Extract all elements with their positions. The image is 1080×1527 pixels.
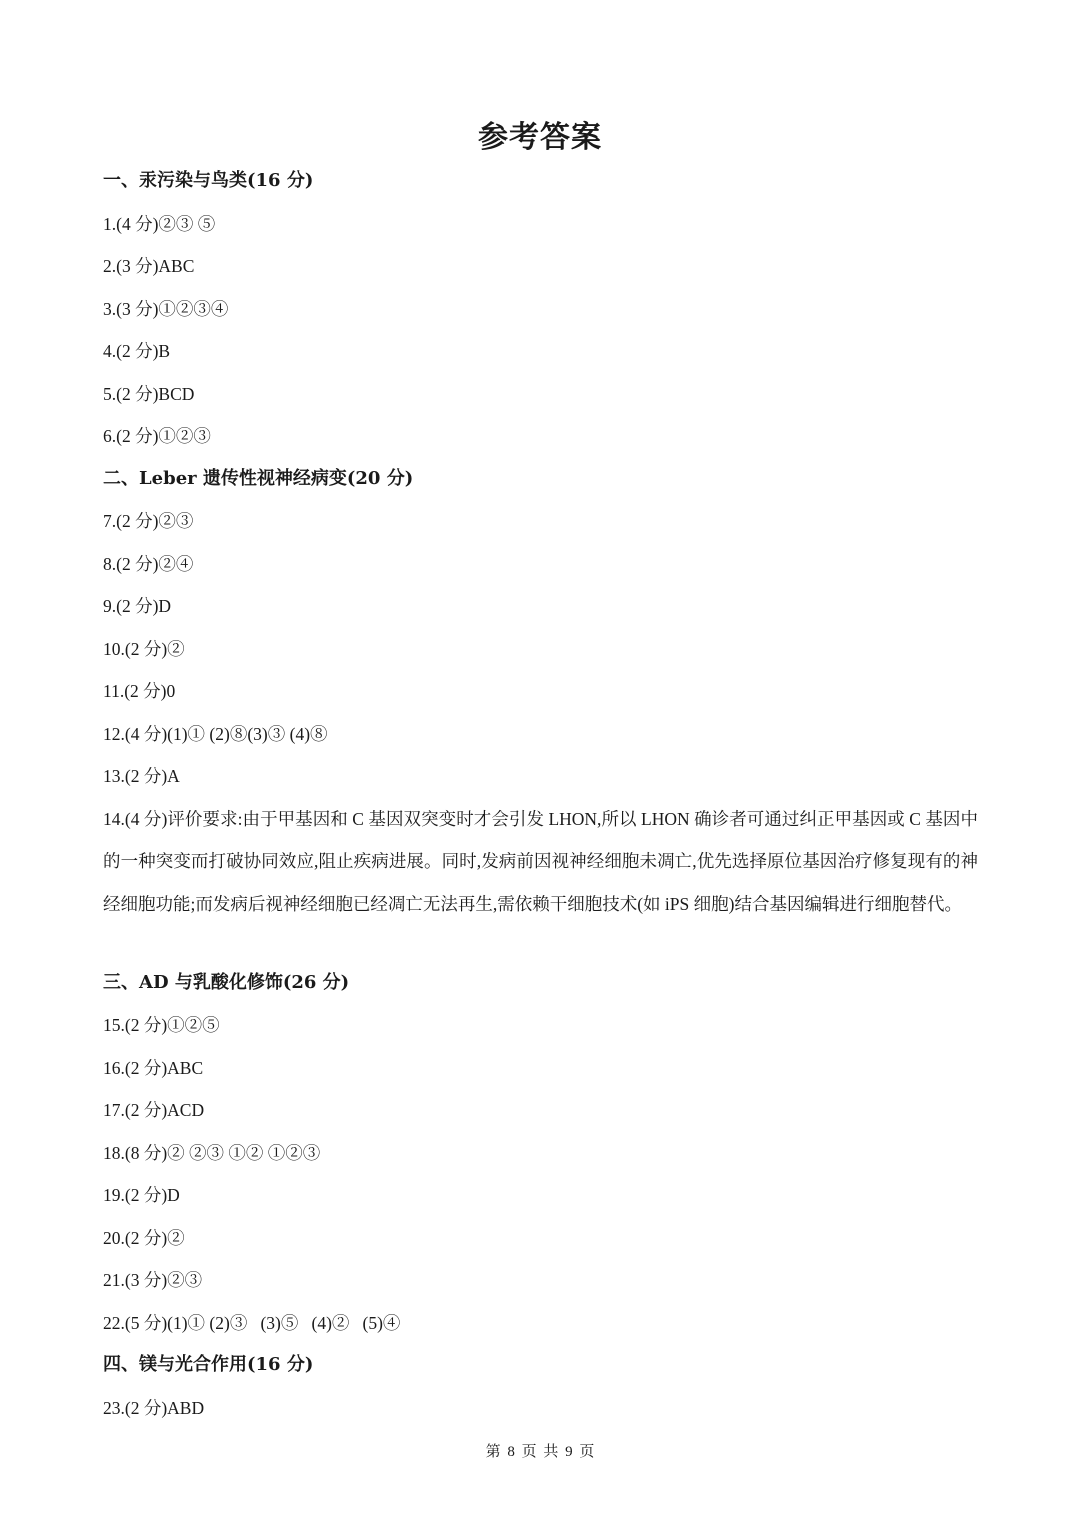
answer-line: 5.(2 分)BCD [103,383,195,404]
section-heading: 一、汞污染与鸟类(16 分) [103,170,314,191]
page-title: 参考答案 [478,120,602,155]
answer-line: 13.(2 分)A [103,766,180,786]
answer-line: 4.(2 分)B [103,341,171,361]
answer-line: 17.(2 分)ACD [103,1100,205,1120]
section-heading: 四、镁与光合作用(16 分) [103,1354,314,1375]
answer-line: 9.(2 分)D [103,596,172,616]
section-heading: 三、AD 与乳酸化修饰(26 分) [103,971,350,993]
answer-line: 12.(4 分)(1)① (2)⑧(3)③ (4)⑧ [103,723,328,744]
answer-line: 2.(3 分)ABC [103,256,195,276]
page-footer: 第 8 页 共 9 页 [485,1444,595,1460]
answer-line: 8.(2 分)②④ [103,553,194,574]
answer-line: 19.(2 分)D [103,1185,180,1205]
answer-line: 18.(8 分)② ②③ ①② ①②③ [103,1142,321,1163]
essay-answer: 14.(4 分)评价要求:由于甲基因和 C 基因双突变时才会引发 LHON,所以 LHON 确诊者可通过纠正甲基因或 C 基因中的一种突变而打破协同效应,阻止疾病进展。同时,发病前因视神经细胞未凋亡,优先选择原位基因治疗修复现有的神经细胞功能;而发病后视神经细胞已经凋亡无法再生,需依赖干细胞技术(如 iPS 细胞)结合基因编辑进行细胞替代。 [103,808,978,914]
answer-line: 21.(3 分)②③ [103,1270,203,1290]
answer-line: 22.(5 分)(1)① (2)③ (3)⑤ (4)② (5)④ [103,1312,401,1333]
essay-answer-block [103,798,978,968]
answer-line: 10.(2 分)② [103,638,185,659]
section-heading: 二、Leber 遗传性视神经病变(20 分) [103,467,414,489]
answer-line: 6.(2 分)①②③ [103,426,211,446]
answer-line: 11.(2 分)0 [103,681,176,701]
answer-line: 7.(2 分)②③ [103,511,194,531]
answer-content [103,166,978,1435]
answer-line: 3.(3 分)①②③④ [103,298,229,319]
answer-line: 23.(2 分)ABD [103,1397,205,1418]
answer-line: 1.(4 分)②③ ⑤ [103,213,216,234]
answer-line: 15.(2 分)①②⑤ [103,1015,220,1035]
answer-line: 16.(2 分)ABC [103,1057,204,1078]
answer-line: 20.(2 分)② [103,1227,185,1248]
